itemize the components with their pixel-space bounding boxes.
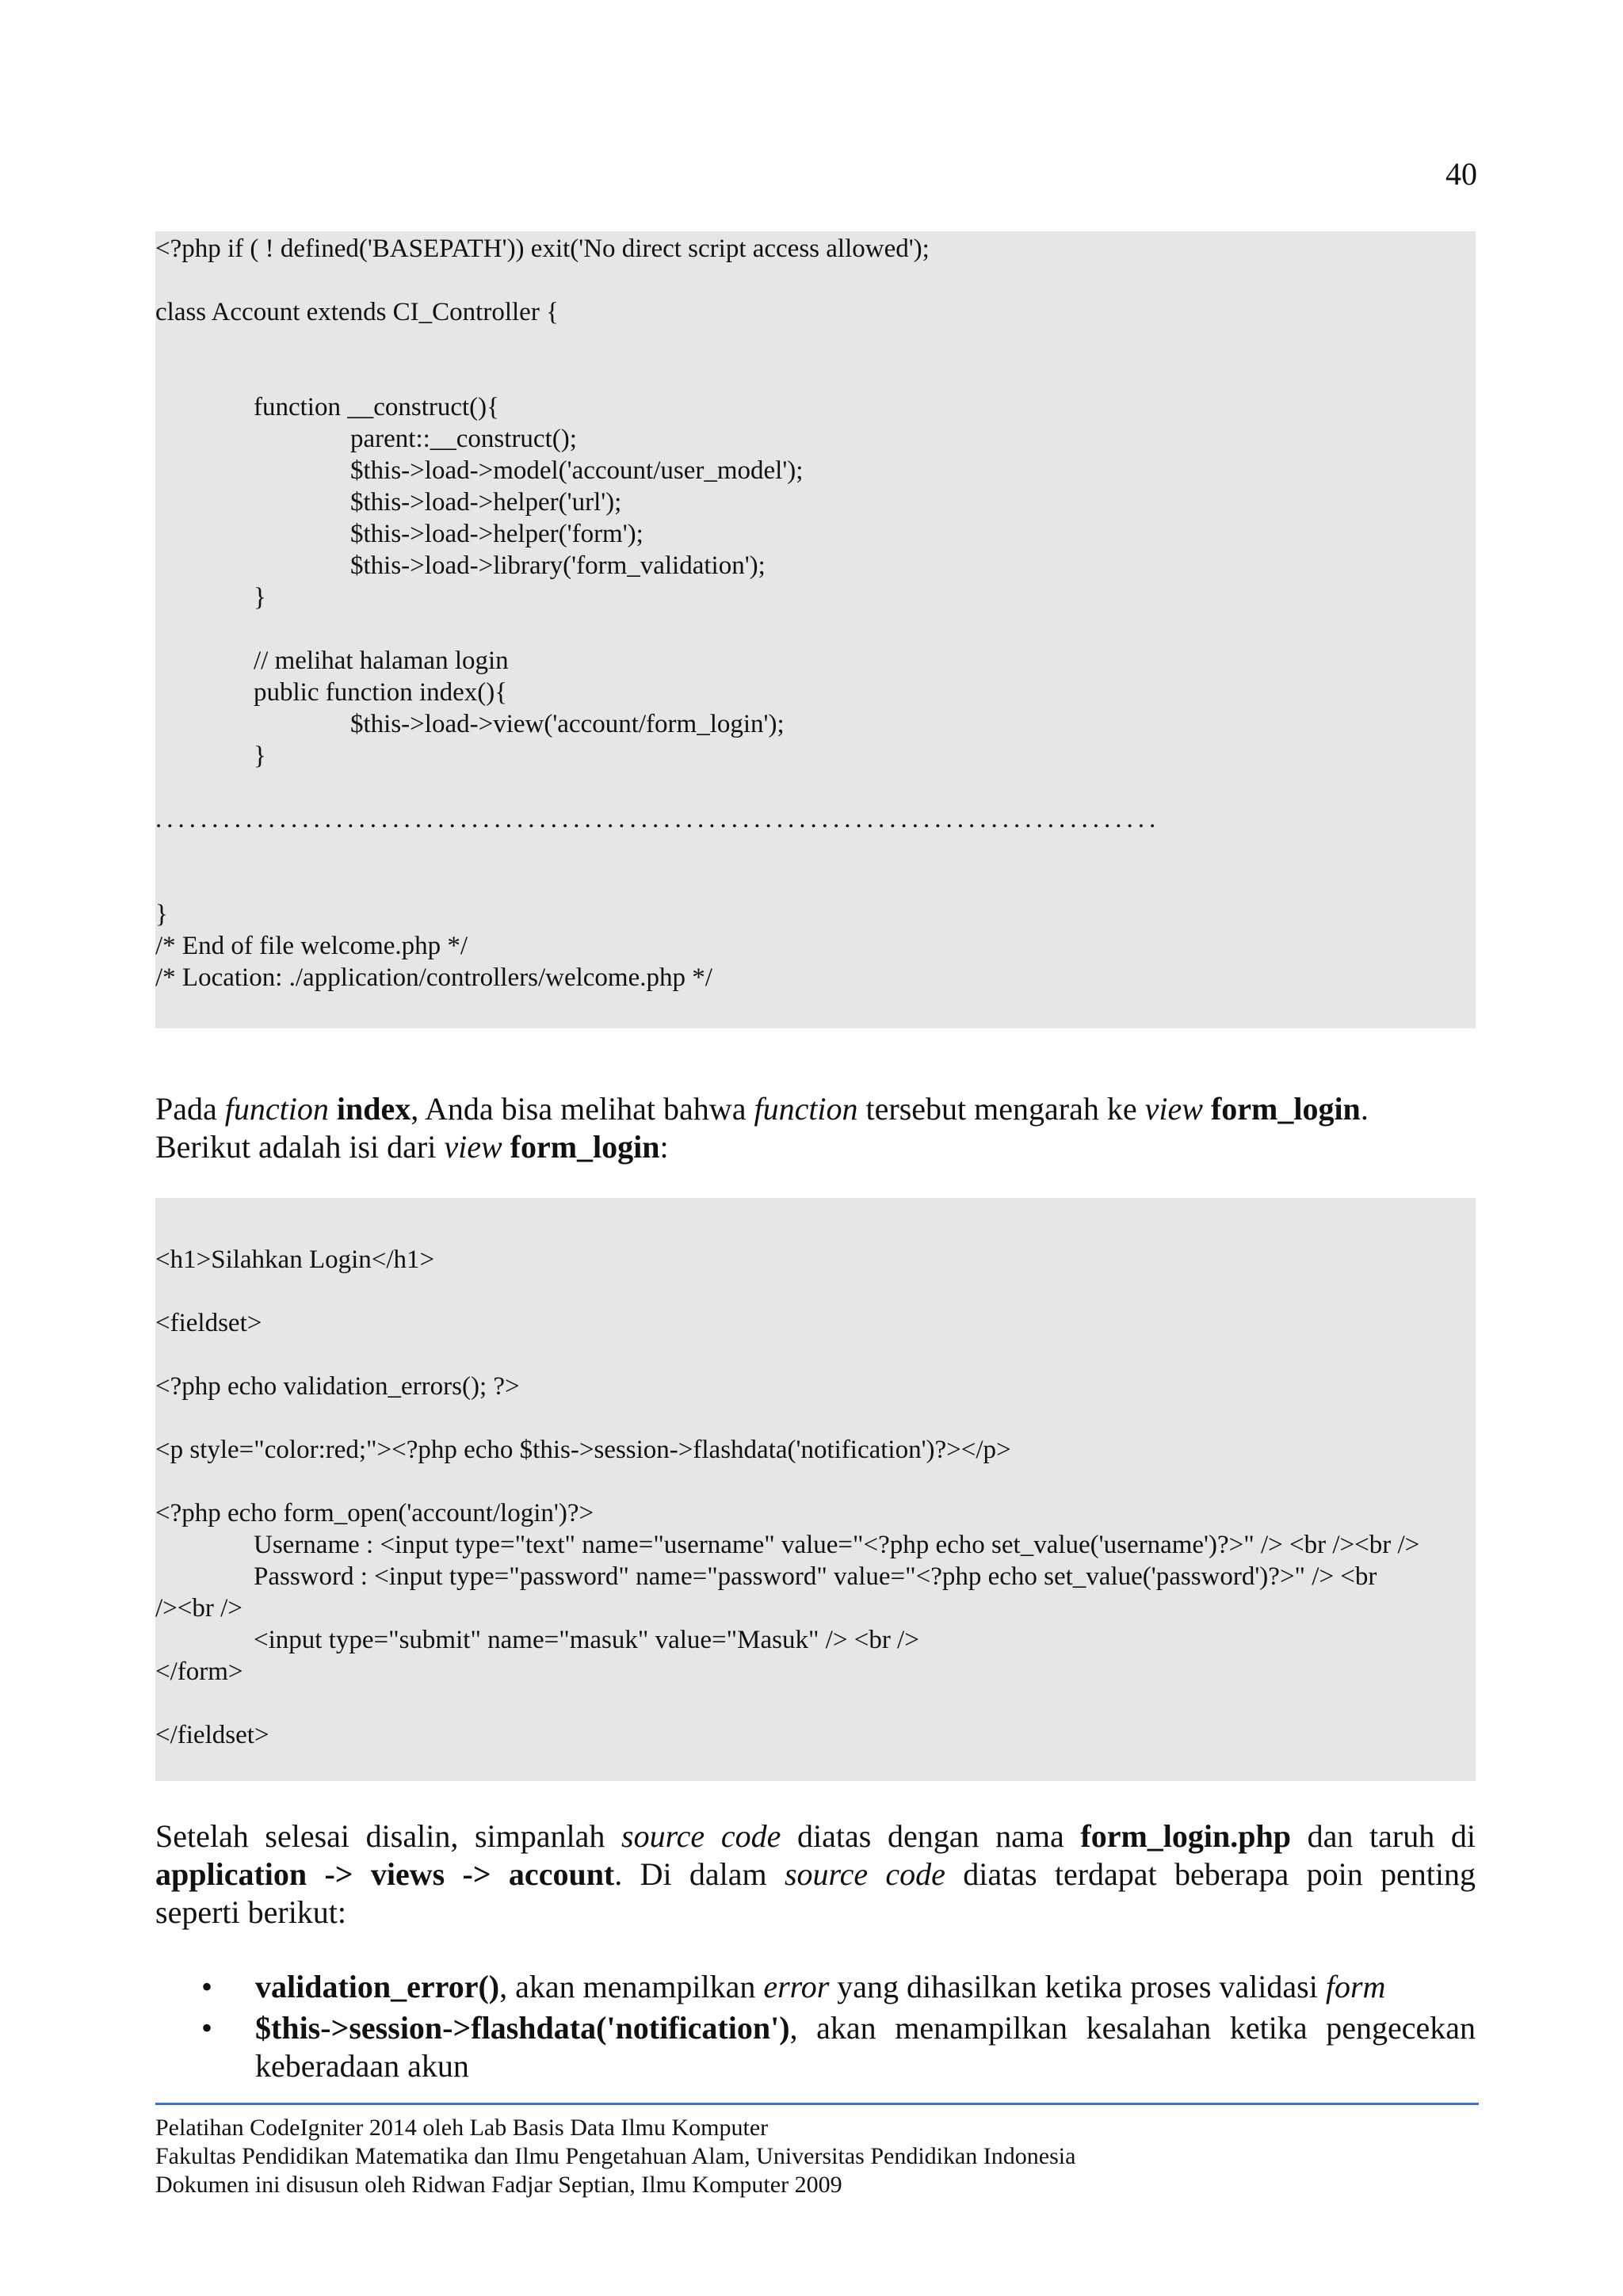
code-line: </form> — [155, 1657, 243, 1686]
bullet-icon: • — [201, 2010, 213, 2046]
code-line: $this->load->helper('url'); — [350, 488, 622, 517]
code-ellipsis-line: ......................................................................................... — [155, 805, 1161, 833]
code-line: Username : <input type="text" name="username" value="<?php echo set_value('username')?>" /> <br /><br /> — [254, 1531, 1420, 1559]
list-item: • $this->session->flashdata('notification'), akan menampilkan kesalahan ketika pengecekan keberadaan akun — [201, 2010, 1476, 2084]
code-line: public function index(){ — [254, 678, 508, 707]
code-line: $this->load->helper('form'); — [350, 520, 643, 548]
code-line: } — [155, 900, 168, 929]
code-line: /* End of file welcome.php */ — [155, 932, 468, 960]
paragraph-line: Pada function index, Anda bisa melihat bahwa function tersebut mengarah ke view form_login. — [155, 1091, 1369, 1127]
footer-line: Pelatihan CodeIgniter 2014 oleh Lab Basis Data Ilmu Komputer — [155, 2115, 769, 2141]
code-line: $this->load->model('account/user_model'); — [350, 456, 804, 485]
code-line: <p style="color:red;"><?php echo $this->session->flashdata('notification')?></p> — [155, 1436, 1011, 1464]
code-line: /><br /> — [155, 1594, 242, 1623]
code-line: </fieldset> — [155, 1721, 269, 1749]
paragraph-line: Setelah selesai disalin, simpanlah source code diatas dengan nama form_login.php dan taruh di — [155, 1818, 1476, 1854]
bullet-list — [155, 1968, 1476, 2085]
code-line: $this->load->library('form_validation'); — [350, 551, 766, 580]
code-line: <?php if ( ! defined('BASEPATH')) exit('No direct script access allowed'); — [155, 235, 930, 263]
page-number: 40 — [1445, 156, 1477, 192]
code-line: class Account extends CI_Controller { — [155, 298, 559, 326]
paragraph-index-description — [155, 1090, 1476, 1166]
code-line: function __construct(){ — [254, 393, 500, 421]
paragraph-line: Berikut adalah isi dari view form_login: — [155, 1129, 669, 1165]
footer-line: Dokumen ini disusun oleh Ridwan Fadjar Septian, Ilmu Komputer 2009 — [155, 2172, 842, 2198]
code-line: } — [254, 742, 266, 770]
code-line: <input type="submit" name="masuk" value="Masuk" /> <br /> — [254, 1626, 919, 1654]
code-block-account-controller — [155, 231, 1476, 1028]
footer-line: Fakultas Pendidikan Matematika dan Ilmu Pengetahuan Alam, Universitas Pendidikan Indonesia — [155, 2143, 1076, 2169]
footer-divider — [155, 2103, 1479, 2105]
code-line: $this->load->view('account/form_login'); — [350, 710, 785, 738]
code-line: <?php echo form_open('account/login')?> — [155, 1499, 594, 1527]
code-line: // melihat halaman login — [254, 646, 509, 675]
code-line: } — [254, 583, 266, 612]
code-line: <h1>Silahkan Login</h1> — [155, 1245, 435, 1274]
paragraph-line: application -> views -> account. Di dalam source code diatas terdapat beberapa poin penting — [155, 1856, 1476, 1892]
list-item: • validation_error(), akan menampilkan error yang dihasilkan ketika proses validasi form — [201, 1969, 1386, 2004]
code-line: parent::__construct(); — [350, 425, 577, 453]
code-block-form-login-view — [155, 1198, 1476, 1781]
paragraph-line: seperti berikut: — [155, 1894, 347, 1930]
code-line: /* Location: ./application/controllers/welcome.php */ — [155, 963, 712, 992]
code-line: <?php echo validation_errors(); ?> — [155, 1372, 520, 1401]
code-line: Password : <input type="password" name="password" value="<?php echo set_value('password')?>" /> <br — [254, 1562, 1377, 1591]
bullet-icon: • — [201, 1969, 213, 2004]
code-line: <fieldset> — [155, 1309, 262, 1337]
paragraph-save-instructions — [155, 1817, 1476, 1932]
footer — [155, 2114, 1075, 2199]
